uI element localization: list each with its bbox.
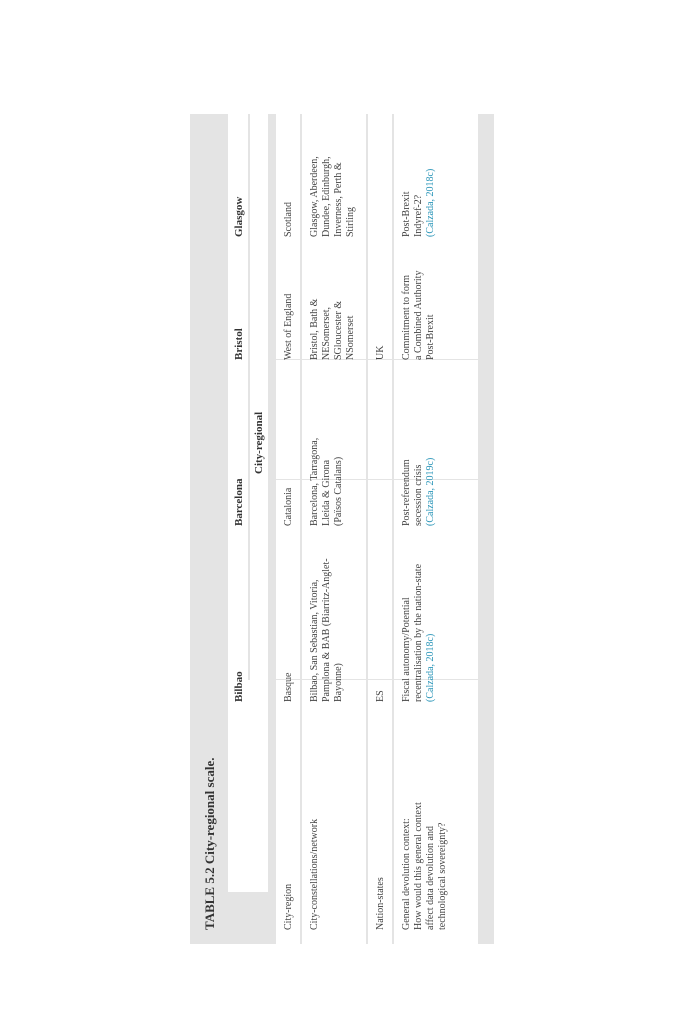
citation-link[interactable]: (Calzada, 2018c) (425, 633, 436, 702)
cell-line: Fiscal autonomy/Potential (401, 597, 412, 702)
cell-line: Commitment to form (401, 275, 412, 360)
row-label-city-region: City-region (283, 883, 294, 930)
cell-line: Inverness, Perth & (333, 162, 344, 237)
cell-line: Pamplona & BAB (Biarritz-Anglet- (321, 558, 332, 702)
cell-scotland: Scotland (283, 202, 294, 237)
cell-line: SGloucester & (333, 300, 344, 360)
cell-line: secession crisis (413, 464, 424, 526)
cell-bilbao-network (309, 558, 345, 702)
cell-line: NESomerset, (321, 306, 332, 360)
cell-barcelona-network (309, 438, 345, 526)
cell-line: Post-Brexit (425, 314, 436, 360)
table-number: TABLE 5.2 (202, 867, 217, 930)
group-header-city-regional: City-regional (253, 411, 265, 474)
row-label-line: General devolution context: (401, 818, 412, 930)
table-title (202, 758, 218, 931)
cell-west-of-england: West of England (283, 293, 294, 360)
column-header-glasgow: Glasgow (233, 196, 245, 237)
cell-bristol-devolution (401, 271, 437, 360)
cell-basque: Basque (283, 672, 294, 702)
column-header-bristol: Bristol (233, 328, 245, 360)
cell-glasgow-network (309, 156, 357, 237)
cell-line: Post-Brexit (401, 191, 412, 237)
cell-line: Bristol, Bath & (309, 298, 320, 360)
cell-line: a Combined Authority (413, 270, 424, 360)
cell-line: (Països Catalans) (333, 456, 344, 526)
row-label-nation-states: Nation-states (375, 877, 386, 930)
row-label-line: technological sovereignty? (437, 822, 448, 930)
cell-glasgow-devolution (401, 169, 437, 237)
cell-bristol-network (309, 299, 357, 360)
cell-line: Post-referendum (401, 459, 412, 526)
cell-line: recentralisation by the nation-state (413, 563, 424, 702)
separator (368, 679, 392, 680)
column-header-barcelona: Barcelona (233, 478, 245, 526)
cell-line: Dundee, Edinburgh, (321, 156, 332, 237)
row-label-line: affect data devolution and (425, 826, 436, 930)
cell-line: Indyref-2? (413, 194, 424, 237)
cell-catalonia: Catalonia (283, 487, 294, 526)
row-label-devolution (401, 802, 449, 930)
cell-barcelona-devolution (401, 458, 437, 526)
cell-line: NSomerset (345, 315, 356, 360)
row-band-city-region (276, 114, 300, 944)
table-panel (190, 114, 494, 944)
citation-link[interactable]: (Calzada, 2019c) (425, 457, 436, 526)
separator (368, 479, 392, 480)
row-label-line: How would this general context (413, 802, 424, 930)
cell-line: Stirling (345, 206, 356, 237)
cell-es: ES (375, 690, 386, 702)
table-canvas (190, 114, 494, 944)
cell-line: Bilbao, San Sebastian, Vitoria, (309, 579, 320, 702)
cell-line: Bayonne) (333, 663, 344, 702)
cell-line: Barcelona, Tarragona, (309, 437, 320, 526)
separator (276, 479, 300, 480)
group-header-band (250, 114, 268, 680)
cell-bilbao-devolution (401, 564, 437, 702)
cell-uk: UK (375, 345, 386, 360)
header-band-bilbao (228, 680, 268, 892)
table-caption: City-regional scale. (202, 757, 217, 865)
citation-link[interactable]: (Calzada, 2018c) (425, 168, 436, 237)
cell-line: Lleida & Girona (321, 459, 332, 526)
row-label-constellations: City-constellations/network (309, 818, 320, 930)
cell-line: Glasgow, Aberdeen, (309, 156, 320, 237)
column-header-bilbao: Bilbao (233, 671, 245, 702)
row-band-nation-states (368, 114, 392, 944)
